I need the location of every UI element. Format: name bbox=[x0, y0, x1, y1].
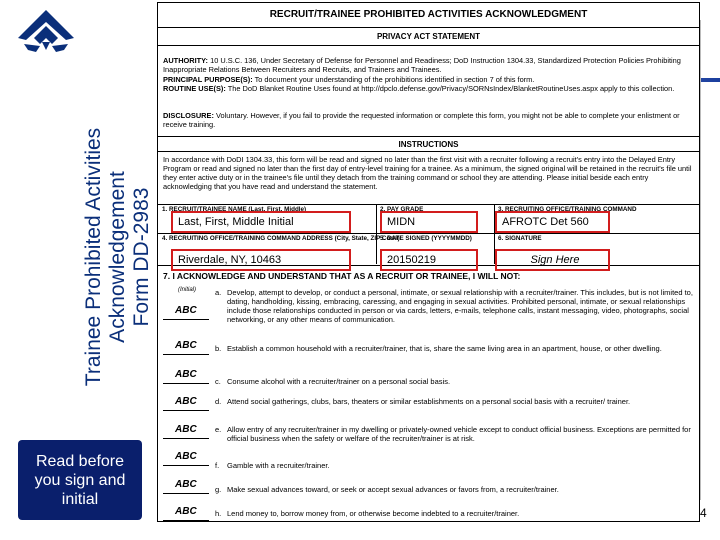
divider bbox=[376, 204, 377, 264]
side-title-line1: Trainee Prohibited Activities bbox=[82, 127, 105, 387]
prohibited-item-h: h. Lend money to, borrow money from, or otherwise become indebted to a recruiter/trainer. bbox=[215, 509, 520, 518]
name-label: 1. RECRUIT/TRAINEE NAME (Last, First, Middle) bbox=[162, 206, 307, 213]
initial-box-h[interactable]: ABC bbox=[163, 504, 209, 521]
side-title-line2: Acknowledgement bbox=[106, 171, 129, 343]
initial-box-e[interactable]: ABC bbox=[163, 422, 209, 439]
initial-box-f[interactable]: ABC bbox=[163, 449, 209, 466]
prohibited-item-a: a. Develop, attempt to develop, or conduct a personal, intimate, or sexual relationship with a recruiter/trainer. This includes, but is not limited to, dating, handholding, kissing, embracing, caressing, and engaging in sexual activities. Prohibited personal, intimate, or sexual relationships include those relationships conducted in person or via cards, letters, e-mails, telephone calls, instant messaging, video, photographs, social networking, or any other means of communication. bbox=[215, 288, 693, 324]
prohibited-item-d: d. Attend social gatherings, clubs, bars, theaters or similar establishments on a personal social basis with a recruiter/ trainer. bbox=[215, 397, 631, 406]
address-field[interactable]: Riverdale, NY, 10463 bbox=[171, 249, 351, 271]
authority-paragraph: AUTHORITY: 10 U.S.C. 136, Under Secretary of Defense for Personnel and Readiness; DoD Instruction 1304.33, Standardized Protection Policies Prohibiting Inappropriate Relations Between Recruiters and Recruits, and Trainers and Trainees. bbox=[163, 56, 681, 74]
signature-label: 6. SIGNATURE bbox=[498, 235, 542, 242]
instruction-note bbox=[18, 440, 142, 520]
side-title bbox=[78, 92, 158, 422]
address-label: 4. RECRUITING OFFICE/TRAINING COMMAND ADDRESS (City, State, ZIP Code) bbox=[162, 235, 400, 242]
prohibited-item-f: f. Gamble with a recruiter/trainer. bbox=[215, 461, 330, 470]
signature-field[interactable]: Sign Here bbox=[495, 249, 610, 271]
prohibited-item-c: c. Consume alcohol with a recruiter/trainer on a personal social basis. bbox=[215, 377, 451, 386]
disclosure-paragraph: DISCLOSURE: Voluntary. However, if you fail to provide the requested information or complete this form, you might not be able to complete your enlistment or receive training. bbox=[163, 111, 680, 129]
divider bbox=[158, 27, 699, 28]
pay-grade-label: 2. PAY GRADE bbox=[380, 206, 424, 213]
prohibited-item-g: g. Make sexual advances toward, or seek or accept sexual advances or favors from, a recruiter/trainer. bbox=[215, 485, 559, 494]
acknowledgement-header: 7. I ACKNOWLEDGE AND UNDERSTAND THAT AS A RECRUIT OR TRAINEE, I WILL NOT: bbox=[163, 271, 521, 281]
prohibited-item-b: b. Establish a common household with a recruiter/trainer, that is, share the same living area in an apartment, house, or other dwelling. bbox=[215, 344, 662, 353]
name-field[interactable]: Last, First, Middle Initial bbox=[171, 211, 351, 233]
instructions-paragraph: In accordance with DoDI 1304.33, this form will be read and signed no later than the first visit with a recruiter following a recruit's entry into the Delayed Entry Program or read and signed no later than the first day of entry-level training for a trainee. As a minimum, the signed original will be retained in the recruit's file until they enter active duty or in the trainee's file until they detach from the training command or school they are attending. Please initial beside each entry acknowledging that you have read and understand the statement. bbox=[163, 155, 692, 191]
air-force-wings-logo bbox=[14, 4, 78, 66]
initial-box-b[interactable]: ABC bbox=[163, 338, 209, 355]
date-label: 5. DATE SIGNED (YYYYMMDD) bbox=[380, 235, 472, 242]
initial-box-c[interactable]: ABC bbox=[163, 367, 209, 384]
prohibited-item-e: e. Allow entry of any recruiter/trainer in my dwelling or privately-owned vehicle except to conduct official business. Exceptions are permitted for official business when the safety or welfare of the recruiter/trainer is at risk. bbox=[215, 425, 691, 443]
divider bbox=[158, 151, 699, 152]
instruction-note-text: Read before you sign and initial bbox=[34, 452, 126, 508]
divider bbox=[158, 45, 699, 46]
initial-box-a[interactable]: ABC bbox=[163, 303, 209, 320]
initials-header: (Initial) bbox=[178, 287, 197, 293]
divider bbox=[158, 204, 699, 205]
purpose-paragraph: PRINCIPAL PURPOSE(S): To document your understanding of the prohibitions identified in section 7 of this form. bbox=[163, 75, 535, 84]
divider bbox=[158, 233, 699, 234]
office-label: 3. RECRUITING OFFICE/TRAINING COMMAND bbox=[498, 206, 637, 213]
privacy-header: PRIVACY ACT STATEMENT bbox=[376, 32, 481, 41]
slide-edge-line bbox=[700, 20, 701, 500]
divider bbox=[158, 136, 699, 137]
initial-box-d[interactable]: ABC bbox=[163, 394, 209, 411]
instructions-header: INSTRUCTIONS bbox=[398, 140, 459, 149]
date-field[interactable]: 20150219 bbox=[380, 249, 478, 271]
dd-2983-form bbox=[157, 2, 700, 522]
office-field[interactable]: AFROTC Det 560 bbox=[495, 211, 610, 233]
initial-box-g[interactable]: ABC bbox=[163, 477, 209, 494]
routine-use-paragraph: ROUTINE USE(S): The DoD Blanket Routine Uses found at http://dpclo.defense.gov/Privacy/SORNsIndex/BlanketRoutineUses.aspx apply to this collection. bbox=[163, 84, 675, 93]
pay-grade-field[interactable]: MIDN bbox=[380, 211, 478, 233]
page-number: 4 bbox=[700, 506, 707, 520]
side-title-line3: Form DD-2983 bbox=[130, 187, 153, 327]
form-title: RECRUIT/TRAINEE PROHIBITED ACTIVITIES ACKNOWLEDGMENT bbox=[269, 9, 588, 20]
